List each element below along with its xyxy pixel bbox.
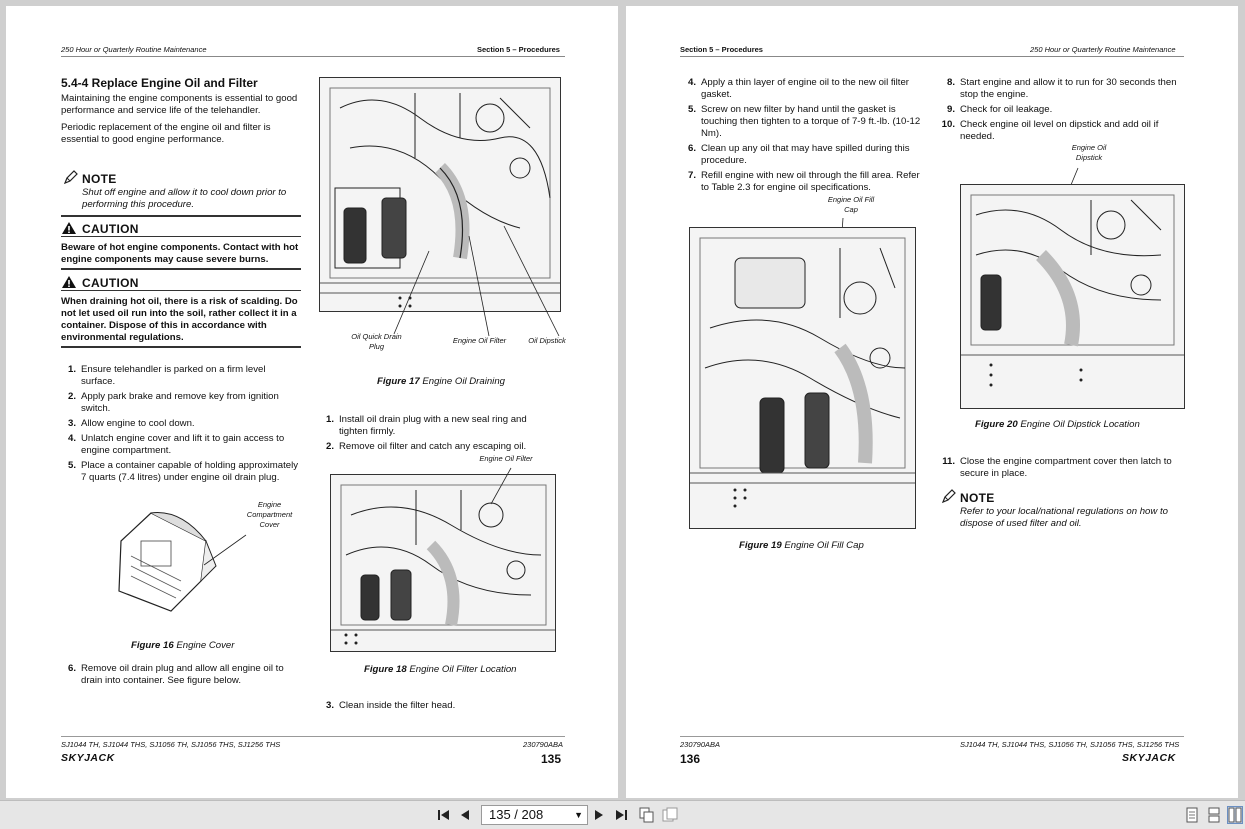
caution-rule-top-2 bbox=[61, 290, 301, 291]
caution-text-2: When draining hot oil, there is a risk of scalding. Do not let used oil run into the soil, rather collect it in a container. Dispose of this in accordance with environmental regulations. bbox=[61, 296, 298, 343]
caution-rule-top-1 bbox=[61, 236, 301, 237]
figure-16-caption: Figure 16 Engine Cover bbox=[131, 640, 235, 651]
footer-doc-number: 230790ABA bbox=[680, 740, 721, 749]
left-page: 250 Hour or Quarterly Routine Maintenance Section 5 – Procedures 5.4-4 Replace Engine Oil and Filter Maintaining the engine components is essential to good performance and service life of the telehandler. Periodic replacement of the engine oil and filter is essential to good engine performance. NOTE Shut off engine and allow it to cool down prior to performing this procedure. CAUTION Beware of hot engine components. Contact with hot engine components may cause severe burns. CAUTION When draining hot oil, there is a risk of scalding. Do not let used oil run into the soil, rather collect it in a container. Dispose of this in accordance with environmental regulations. 1. Ensure telehandler is parked on a firm level surface. 2. Apply park brake and remove key from ignition switch. 3. Allow engine to cool down. 4. Unlatch engine cover and lift it to gain access to engine compartment. 5. Place a container capable of holding approximately 7 quarts (7.4 litres) under engine oil drain plug. Engine Compartment Cover Figure 16 Engine Cover 6. Remove oil drain plug and allow all engine oil to drain into container. See figure below. Oil Quick Drain Plug Engine Oil Filter Oil Dipstick Figure 17 Engine Oil Draining 1. Install oil drain plug with a new seal ring and tighten firmly. 2. Remove oil filter and catch any escaping oil. Engine Oil Filter Figure 18 Engine Oil Filter Location 3. Clean inside the filter head. SJ1044 TH, SJ1044 THS, SJ1056 TH, SJ1056 THS, SJ1256 THS 230790ABA SKYJACK 135 bbox=[6, 6, 618, 798]
caution-heading-2: CAUTION bbox=[82, 276, 139, 290]
figure-20-dipstick bbox=[960, 184, 1185, 409]
chevron-down-icon: ▼ bbox=[574, 810, 583, 820]
footer-models: SJ1044 TH, SJ1044 THS, SJ1056 TH, SJ1056 THS, SJ1256 THS bbox=[61, 740, 281, 749]
figure-17-caption: Figure 17 Engine Oil Draining bbox=[377, 376, 505, 387]
figure-18-filter-location bbox=[330, 474, 556, 652]
intro-paragraph-2: Periodic replacement of the engine oil and filter is essential to good engine performance. bbox=[61, 122, 271, 145]
warning-triangle-icon bbox=[61, 221, 77, 235]
figure-17-callout-dipstick: Oil Dipstick bbox=[528, 336, 566, 345]
figure-17-callout-drain-plug: Oil Quick Drain Plug bbox=[351, 332, 402, 351]
warning-triangle-icon bbox=[61, 275, 77, 289]
note-text: Refer to your local/national regulations on how to dispose of used filter and oil. bbox=[960, 506, 1168, 529]
first-page-icon[interactable] bbox=[437, 809, 451, 821]
pencil-icon bbox=[941, 488, 957, 504]
header-rule bbox=[61, 56, 565, 57]
fit-icon[interactable] bbox=[662, 807, 678, 823]
skyjack-logo: SKYJACK bbox=[1122, 752, 1176, 764]
page-number: 136 bbox=[680, 752, 701, 766]
callout-line bbox=[481, 466, 521, 506]
caution-heading-1: CAUTION bbox=[82, 222, 139, 236]
callout-line bbox=[201, 533, 251, 568]
page-indicator: 135 / 208 bbox=[489, 807, 544, 822]
facing-pages-icon[interactable] bbox=[1227, 806, 1243, 824]
copy-icon[interactable] bbox=[639, 807, 655, 823]
page-number: 135 bbox=[541, 752, 562, 766]
left-header-right: Section 5 – Procedures bbox=[477, 45, 560, 54]
intro-paragraph-1: Maintaining the engine components is essential to good performance and service life of the telehandler. bbox=[61, 93, 298, 116]
figure-17-callout-lines bbox=[319, 196, 579, 341]
continuous-icon[interactable] bbox=[1208, 807, 1220, 823]
caution-rule-bottom-2 bbox=[61, 346, 301, 348]
note-heading: NOTE bbox=[82, 172, 117, 186]
section-title: 5.4-4 Replace Engine Oil and Filter bbox=[61, 76, 258, 90]
figure-16-callout: Engine Compartment Cover bbox=[246, 500, 293, 529]
prev-page-icon[interactable] bbox=[460, 809, 470, 821]
right-page: Section 5 – Procedures 250 Hour or Quarterly Routine Maintenance 4. Apply a thin layer of engine oil to the new oil filter gasket. 5. Screw on new filter by hand until the gasket is touching then tighten to a torque of 7-9 ft.-lb. (10-12 Nm). 6. Clean up any oil that may have spilled during this procedure. 7. Refill engine with new oil through the fill area. Refer to Table 2.3 for engine oil specifications. Engine Oil Fill Cap Figure 19 Engine Oil Fill Cap 8. Start engine and allow it to run for 30 seconds then stop the engine. 9. Check for oil leakage. 10. Check engine oil level on dipstick and add oil if needed. Engine Oil Dipstick Figure 20 Engine Oil Dipstick Location 11. Close the engine compartment cover then latch to secure in place. NOTE Refer to your local/national regulations on how to dispose of used filter and oil. 230790ABA SJ1044 TH, SJ1044 THS, SJ1056 TH, SJ1056 THS, SJ1256 THS 136 SKYJACK bbox=[626, 6, 1238, 798]
footer-models: SJ1044 TH, SJ1044 THS, SJ1056 TH, SJ1056 THS, SJ1256 THS bbox=[960, 740, 1180, 749]
figure-18-callout: Engine Oil Filter bbox=[479, 454, 533, 463]
footer-rule bbox=[680, 736, 1184, 737]
right-header-left: Section 5 – Procedures bbox=[680, 45, 763, 54]
right-header-right: 250 Hour or Quarterly Routine Maintenance bbox=[1030, 45, 1176, 54]
figure-17-callout-oil-filter: Engine Oil Filter bbox=[452, 336, 507, 345]
footer-doc-number: 230790ABA bbox=[523, 740, 564, 749]
figure-19-caption: Figure 19 Engine Oil Fill Cap bbox=[739, 540, 864, 551]
viewer-toolbar bbox=[0, 800, 1245, 829]
footer-rule bbox=[61, 736, 565, 737]
caution-rule-bottom-1 bbox=[61, 268, 301, 270]
caution-text-1: Beware of hot engine components. Contact with hot engine components may cause severe burns. bbox=[61, 242, 299, 265]
last-page-icon[interactable] bbox=[614, 809, 628, 821]
next-page-icon[interactable] bbox=[594, 809, 604, 821]
figure-19-callout: Engine Oil Fill Cap bbox=[827, 195, 875, 214]
single-page-icon[interactable] bbox=[1186, 807, 1198, 823]
figure-18-caption: Figure 18 Engine Oil Filter Location bbox=[364, 664, 517, 675]
header-rule bbox=[680, 56, 1184, 57]
figure-20-callout: Engine Oil Dipstick bbox=[1071, 143, 1107, 162]
note-rule bbox=[61, 215, 301, 217]
figure-19-fill-cap bbox=[689, 227, 916, 529]
note-heading: NOTE bbox=[960, 491, 995, 505]
note-text: Shut off engine and allow it to cool down prior to performing this procedure. bbox=[82, 187, 287, 210]
figure-20-caption: Figure 20 Engine Oil Dipstick Location bbox=[975, 419, 1140, 430]
left-header-left: 250 Hour or Quarterly Routine Maintenance bbox=[61, 45, 207, 54]
skyjack-logo: SKYJACK bbox=[61, 752, 115, 764]
page-number-select[interactable] bbox=[481, 805, 588, 825]
pencil-icon bbox=[63, 169, 79, 185]
